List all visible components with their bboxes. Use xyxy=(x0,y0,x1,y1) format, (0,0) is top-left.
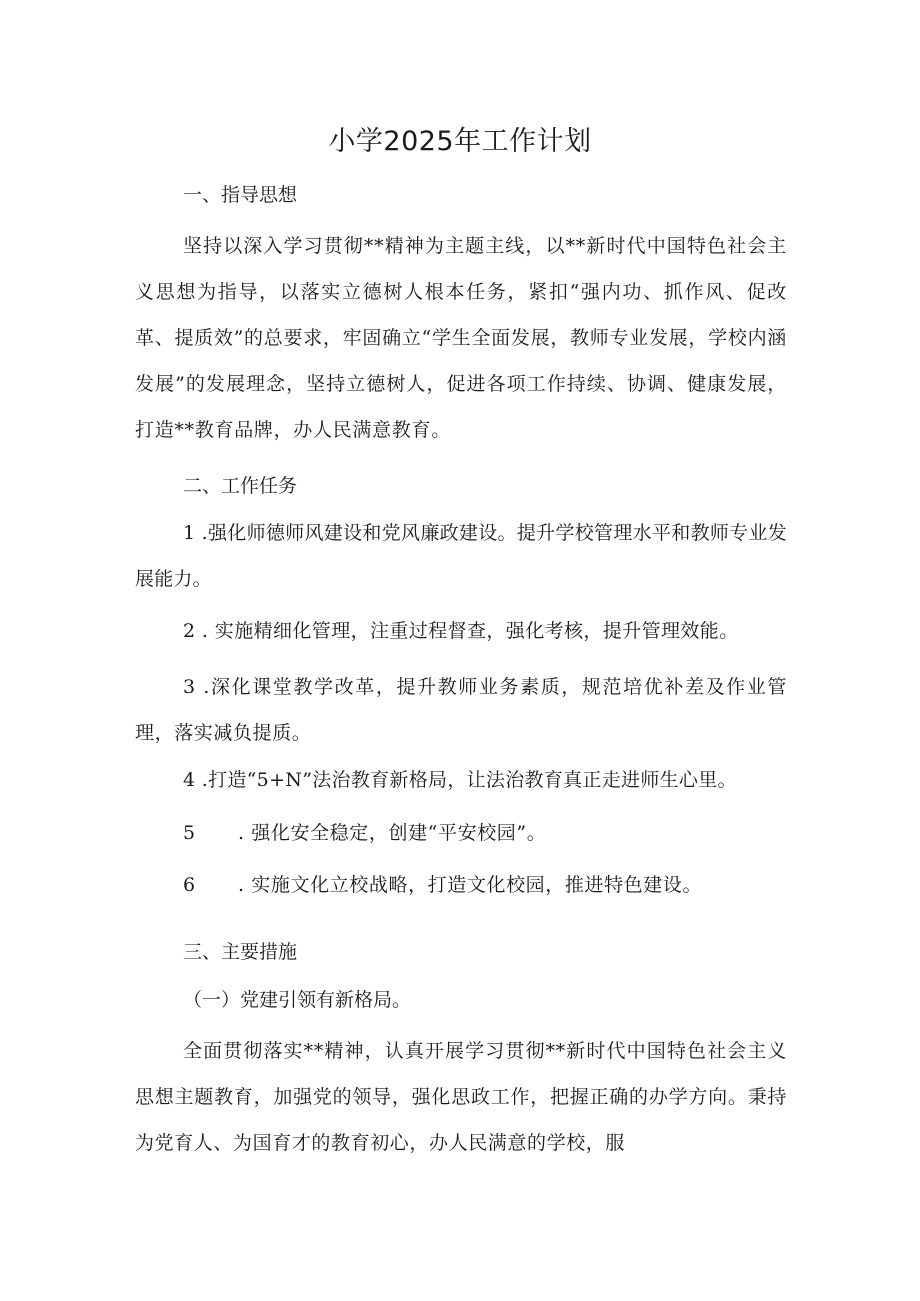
task-item-3: 3 .深化课堂教学改革，提升教师业务素质，规范培优补差及作业管理，落实减负提质。 xyxy=(135,676,787,744)
task-item-1: 1 .强化师德师风建设和党风廉政建设。提升学校管理水平和教师专业发展能力。 xyxy=(135,522,787,590)
paragraph-party-building: 全面贯彻落实**精神，认真开展学习贯彻**新时代中国特色社会主义思想主题教育，加强党的领导，强化思政工作，把握正确的办学方向。秉持为党育人、为国育才的教育初心，办人民满意的学校，服 xyxy=(135,1040,787,1154)
paragraph-guiding-ideology: 坚持以深入学习贯彻**精神为主题主线，以**新时代中国特色社会主义思想为指导，以落实立德树人根本任务，紧扣“强内功、抓作风、促改革、提质效”的总要求，牢固确立“学生全面发展，教师专业发展，学校内涵发展”的发展理念，坚持立德树人，促进各项工作持续、协调、健康发展，打造**教育品牌，办人民满意教育。 xyxy=(135,235,787,441)
task-item-5-text: . 强化安全稳定，创建“平安校园”。 xyxy=(238,822,547,844)
subsection-heading-party-building: （一）党建引领有新格局。 xyxy=(183,989,412,1011)
document-title: 小学2025年工作计划 xyxy=(328,126,592,157)
task-item-5-number: 5 xyxy=(183,822,196,844)
section-heading-guiding-ideology: 一、指导思想 xyxy=(183,184,298,206)
task-item-4: 4 .打造“5+N”法治教育新格局，让法治教育真正走进师生心里。 xyxy=(183,769,737,791)
task-item-2: 2 . 实施精细化管理，注重过程督查，强化考核，提升管理效能。 xyxy=(183,620,739,642)
section-heading-work-tasks: 二、工作任务 xyxy=(183,475,298,497)
task-item-6-number: 6 xyxy=(183,874,196,896)
task-item-6-text: . 实施文化立校战略，打造文化校园，推进特色建设。 xyxy=(238,874,703,896)
section-heading-main-measures: 三、主要措施 xyxy=(183,941,298,963)
